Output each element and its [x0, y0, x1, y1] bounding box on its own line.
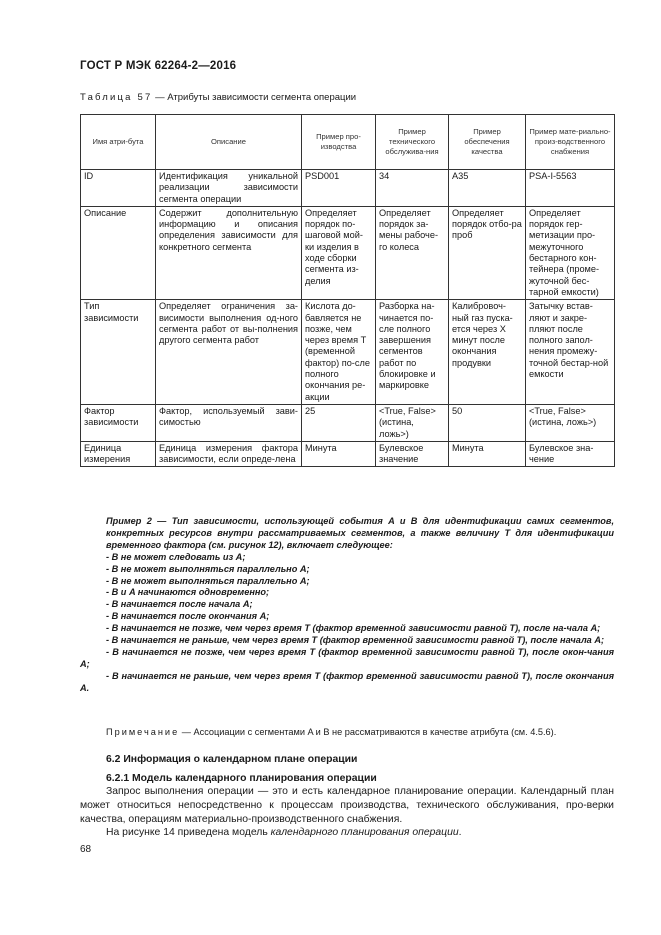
list-item: - B начинается не позже, чем через время T (фактор временной зависимости равной T), после окон-чания A; — [80, 646, 614, 669]
table-cell: ID — [81, 170, 156, 207]
paragraph-text: На рисунке 14 приведена модель — [106, 827, 271, 839]
paragraph — [80, 826, 614, 840]
table-cell: <True, False> (истина, ложь>) — [526, 404, 615, 441]
table-cell: Булевское зна-чение — [526, 441, 615, 467]
table-cell: Определяет ограничения за-висимости выполнения од-ного сегмента работ от вы-полнения другого сегмента работ — [156, 300, 302, 405]
table-caption — [80, 92, 356, 103]
table-row — [81, 170, 615, 207]
table-row — [81, 206, 615, 299]
list-item: - B и A начинаются одновременно; — [106, 587, 270, 598]
paragraph-text: . — [458, 827, 462, 839]
section-heading-6-2: 6.2 Информация о календарном плане операции — [106, 754, 358, 765]
table-cell: Содержит дополнительную информацию и описания определения зависимости для конкретного сегмента — [156, 206, 302, 299]
list-item: - B начинается не раньше, чем через время T (фактор временной зависимости равной T), после начала A; — [106, 635, 605, 646]
table-caption-label: Таблица 57 — [80, 92, 153, 103]
table-row — [81, 441, 615, 467]
table-caption-text: — Атрибуты зависимости сегмента операции — [152, 92, 357, 103]
table-cell: Фактор зависимости — [81, 404, 156, 441]
table-cell: Булевское значение — [376, 441, 449, 467]
section-heading-6-2-1: 6.2.1 Модель календарного планирования операции — [106, 773, 377, 784]
table-cell: PSD001 — [302, 170, 376, 207]
body-text — [80, 785, 614, 840]
table-cell: Единица измерения — [81, 441, 156, 467]
table-header-row — [81, 115, 615, 170]
list-item: - B не может выполняться параллельно A; — [106, 575, 310, 586]
list-item: - B начинается не раньше, чем через время T (фактор временной зависимости равной T), после окончания A. — [80, 670, 614, 693]
table-cell: 50 — [449, 404, 526, 441]
list-item: - B начинается не позже, чем через время T (фактор временной зависимости равной T), после на-чала A; — [106, 623, 601, 634]
table-cell: Затычку встав-ляют и закре-пляют после полного запол-нения промежу-точной бестар-ной емкости — [526, 300, 615, 405]
table-cell: 34 — [376, 170, 449, 207]
table-cell: Фактор, используемый зави-симостью — [156, 404, 302, 441]
table-cell: Идентификация уникальной реализации зависимости сегмента операции — [156, 170, 302, 207]
column-header: Пример мате-риально-произ-водственного снабжения — [526, 115, 615, 170]
column-header: Пример технического обслужива-ния — [376, 115, 449, 170]
column-header: Пример обеспечения качества — [449, 115, 526, 170]
table-cell: Описание — [81, 206, 156, 299]
table-cell: Определяет порядок отбо-ра проб — [449, 206, 526, 299]
table-cell: <True, False> (истина, ложь>) — [376, 404, 449, 441]
table-row — [81, 300, 615, 405]
note-text: — Ассоциации с сегментами A и B не рассматриваются в качестве атрибута (см. 4.5.6). — [179, 727, 557, 737]
list-item: - B не может выполняться параллельно A; — [106, 563, 310, 574]
example-block — [80, 516, 614, 695]
column-header: Пример про-изводства — [302, 115, 376, 170]
table-cell: Определяет порядок по-шаговой мой-ки изделия в ходе сборки сегмента из-делия — [302, 206, 376, 299]
table-cell: Кислота до-бавляется не позже, чем через время T (временной фактор) по-сле полного окончания ре-акции — [302, 300, 376, 405]
list-item: - B начинается после окончания A; — [106, 611, 270, 622]
column-header: Описание — [156, 115, 302, 170]
table-row — [81, 404, 615, 441]
table-cell: Минута — [302, 441, 376, 467]
list-item: - B не может следовать из A; — [106, 551, 246, 562]
table-cell: Разборка на-чинается по-сле полного завершения сегментов работ по блокировке и маркировке — [376, 300, 449, 405]
table-cell: Калибровоч-ный газ пуска-ется через X минут после окончания продувки — [449, 300, 526, 405]
table-cell: Минута — [449, 441, 526, 467]
document-header: ГОСТ Р МЭК 62264-2—2016 — [80, 60, 237, 72]
attributes-table — [80, 114, 615, 467]
table-cell: Определяет порядок за-мены рабоче-го колеса — [376, 206, 449, 299]
table-cell: Определяет порядок гер-метизации про-межуточного бестарного кон-тейнера (проме-жуточной бес-тарной емкости) — [526, 206, 615, 299]
table-cell: Тип зависимости — [81, 300, 156, 405]
table-cell: Единица измерения фактора зависимости, если опреде-лена — [156, 441, 302, 467]
example-intro: Пример 2 — Тип зависимости, использующей события A и B для идентификации самих сегментов, конкретных ресурсов внутри рассматриваемых сегментов, а также величину T для идентификации временного фактора (см. рисунок 12), включает следующее: — [106, 516, 614, 550]
column-header: Имя атри-бута — [81, 115, 156, 170]
note-label: Примечание — [106, 727, 180, 737]
page-number: 68 — [80, 844, 92, 855]
table-cell: A35 — [449, 170, 526, 207]
table-cell: PSA-I-5563 — [526, 170, 615, 207]
table-cell: 25 — [302, 404, 376, 441]
paragraph: Запрос выполнения операции — это и есть календарное планирование операции. Календарный план может относиться непосредственно к процессам производства, технического обслуживания, про-верки качества, операциям материально-производственного снабжения. — [80, 786, 614, 825]
paragraph-emphasis: календарного планирования операции — [270, 827, 459, 839]
list-item: - B начинается после начала A; — [106, 599, 253, 610]
note — [106, 727, 556, 737]
